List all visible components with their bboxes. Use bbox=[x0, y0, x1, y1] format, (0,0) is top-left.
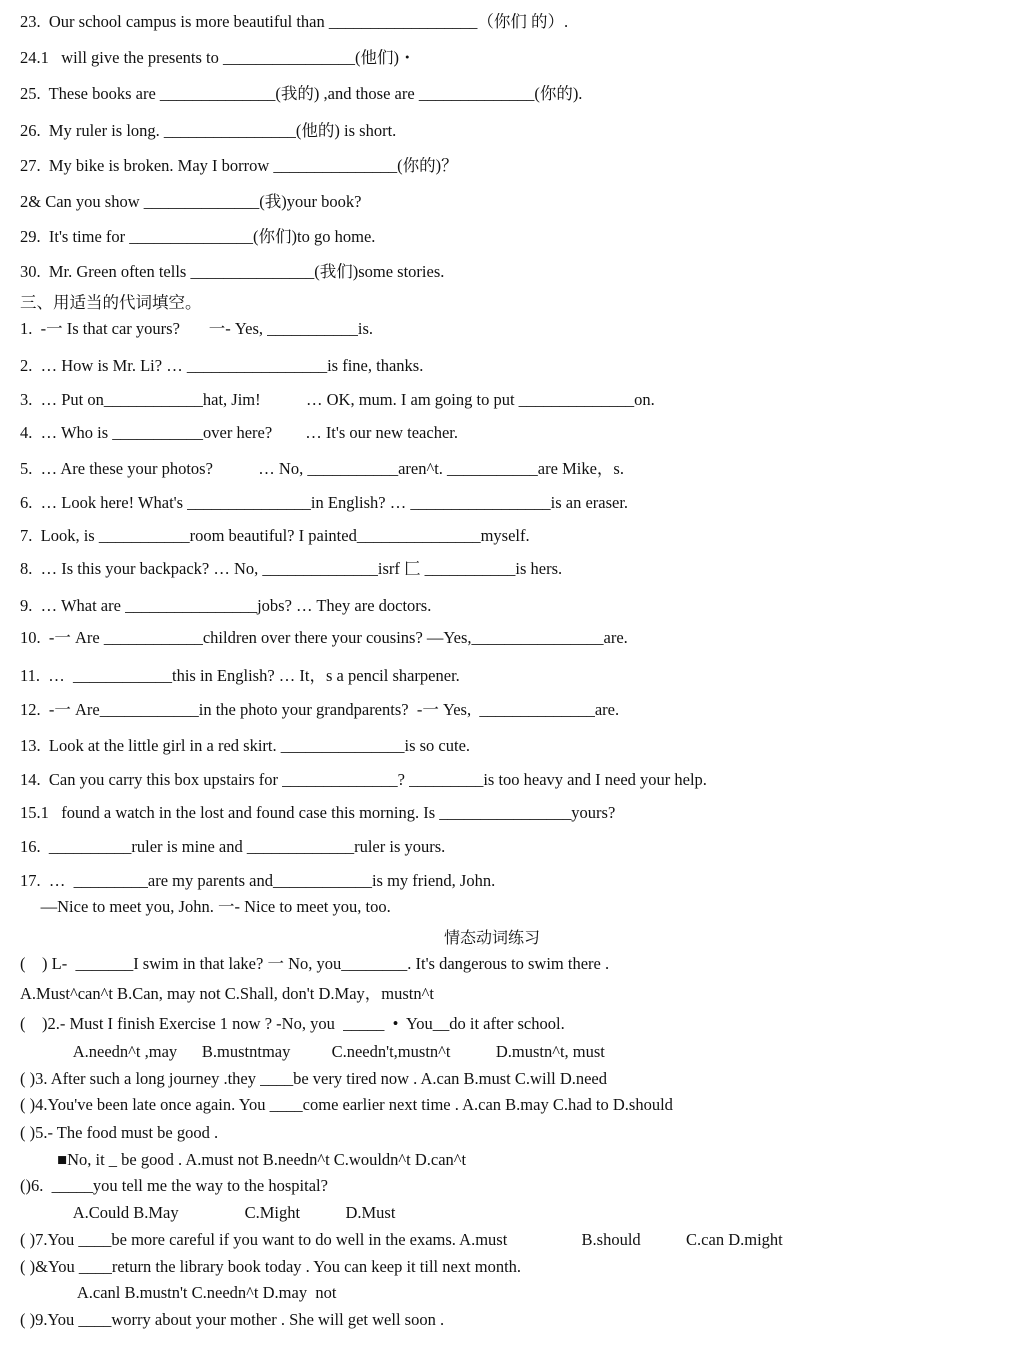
exercise-line: 12. -一 Are____________in the photo your grandparents? -一 Yes, ______________are. bbox=[20, 700, 620, 719]
exercise-line: 3. … Put on____________hat, Jim! … OK, mum. I am going to put ______________on. bbox=[20, 390, 655, 409]
exercise-line: 23. Our school campus is more beautiful than __________________（你们 的）. bbox=[20, 12, 569, 31]
question-line: ( )&You ____return the library book today . You can keep it till next month. bbox=[20, 1257, 522, 1276]
exercise-line: 26. My ruler is long. ________________(他的) is short. bbox=[20, 121, 397, 140]
question-line: ( )9.You ____worry about your mother . She will get well soon . bbox=[20, 1310, 445, 1329]
exercise-line: 11. … ____________this in English? … It，s a pencil sharpener. bbox=[20, 666, 460, 685]
exercise-line: 17. … _________are my parents and____________is my friend, John. bbox=[20, 871, 496, 890]
exercise-line: 1. -一 Is that car yours? 一- Yes, ___________is. bbox=[20, 319, 374, 338]
exercise-line: 14. Can you carry this box upstairs for ______________? _________is too heavy and I need your help. bbox=[20, 770, 707, 789]
question-line: ( )4.You've been late once again. You ____come earlier next time . A.can B.may C.had to D.should bbox=[20, 1095, 673, 1114]
exercise-line: 4. … Who is ___________over here? … It's our new teacher. bbox=[20, 423, 458, 442]
exercise-line: 13. Look at the little girl in a red skirt. _______________is so cute. bbox=[20, 736, 471, 755]
exercise-line: 7. Look, is ___________room beautiful? I painted_______________myself. bbox=[20, 526, 530, 545]
exercise-line: 30. Mr. Green often tells _______________(我们)some stories. bbox=[20, 262, 445, 281]
options-line: A.canl B.mustn't C.needn^t D.may not bbox=[20, 1283, 337, 1302]
question-line: ( )7.You ____be more careful if you want to do well in the exams. A.must B.should C.can D.might bbox=[20, 1230, 783, 1249]
exercise-line: 9. … What are ________________jobs? … They are doctors. bbox=[20, 596, 432, 615]
options-line: A.Could B.May C.Might D.Must bbox=[20, 1203, 396, 1222]
exercise-line: 27. My bike is broken. May I borrow _______________(你的)？ bbox=[20, 156, 458, 175]
exercise-line: 16. __________ruler is mine and _____________ruler is yours. bbox=[20, 837, 446, 856]
question-line: ( )5.- The food must be good . bbox=[20, 1123, 219, 1142]
exercise-line: 15.1 found a watch in the lost and found case this morning. Is ________________yours? bbox=[20, 803, 616, 822]
question-line: ( ) L- _______I swim in that lake? 一 No, you________. It's dangerous to swim there . bbox=[20, 954, 610, 973]
exercise-line: 5. … Are these your photos? … No, ___________aren^t. ___________are Mike，s. bbox=[20, 459, 624, 478]
exercise-line: 2& Can you show ______________(我)your book? bbox=[20, 192, 362, 211]
exercise-line: 6. … Look here! What's _______________in English? … _________________is an eraser. bbox=[20, 493, 629, 512]
exercise-line: 8. … Is this your backpack? … No, ______________isrf 匚 ___________is hers. bbox=[20, 559, 563, 578]
question-line: ()6. _____you tell me the way to the hospital? bbox=[20, 1176, 328, 1195]
exercise-line: 2. … How is Mr. Li? … _________________is fine, thanks. bbox=[20, 356, 424, 375]
exercise-line: 29. It's time for _______________(你们)to go home. bbox=[20, 227, 376, 246]
exercise-line: 25. These books are ______________(我的) ,and those are ______________(你的). bbox=[20, 84, 583, 103]
section-title: 情态动词练习 bbox=[444, 930, 541, 947]
exercise-line: 24.1 will give the presents to ________________(他们)・ bbox=[20, 48, 416, 67]
section-heading: 三、用适当的代词填空。 bbox=[20, 293, 202, 312]
options-line: A.Must^can^t B.Can, may not C.Shall, don't D.May，mustn^t bbox=[20, 984, 434, 1003]
question-line: ( )2.- Must I finish Exercise 1 now ? -No, you _____ • You__do it after school. bbox=[20, 1014, 565, 1033]
question-line: ( )3. After such a long journey .they ____be very tired now . A.can B.must C.will D.need bbox=[20, 1069, 608, 1088]
options-line: ■No, it _ be good . A.must not B.needn^t C.wouldn^t D.can^t bbox=[20, 1150, 467, 1169]
options-line: A.needn^t ,may B.mustntmay C.needn't,mustn^t D.mustn^t, must bbox=[20, 1042, 605, 1061]
exercise-line: —Nice to meet you, John. 一- Nice to meet you, too. bbox=[20, 897, 391, 916]
exercise-line: 10. -一 Are ____________children over there your cousins? —Yes,________________are. bbox=[20, 628, 628, 647]
